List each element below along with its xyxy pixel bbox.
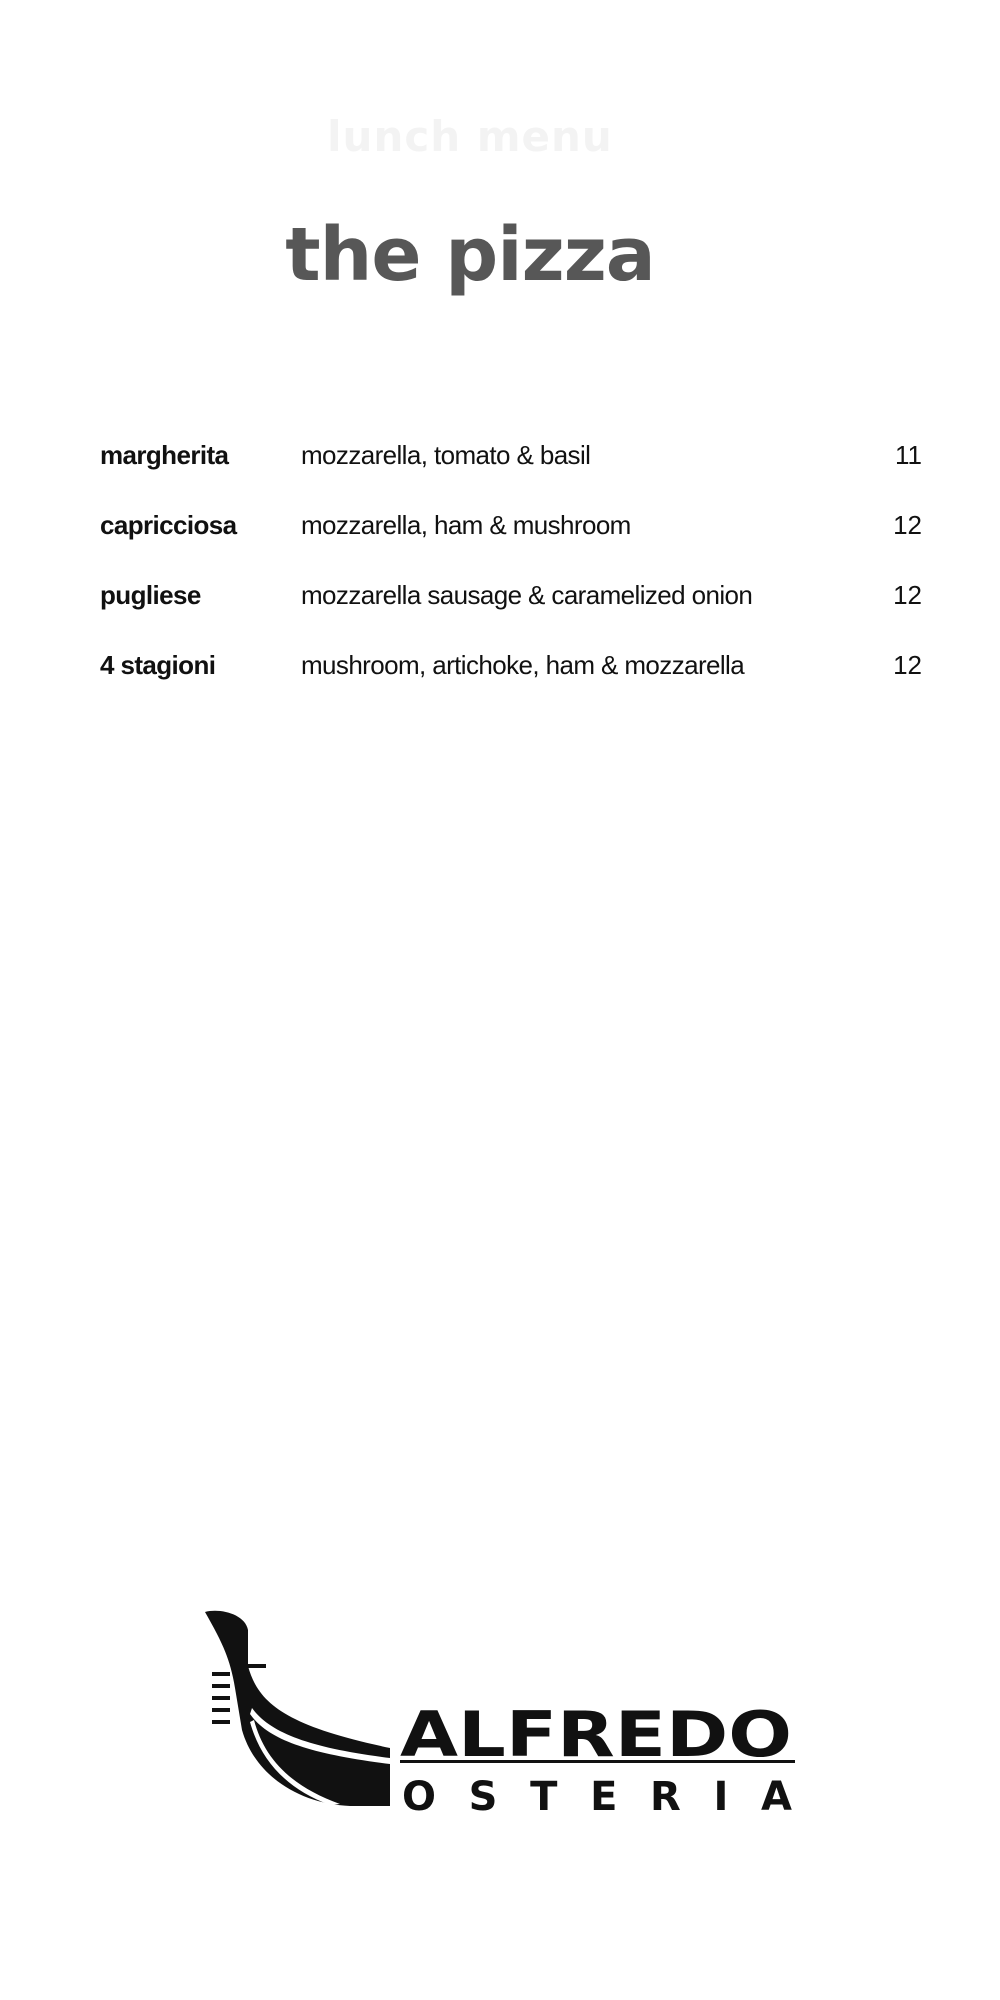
restaurant-logo xyxy=(200,1608,800,1818)
menu-item xyxy=(100,432,922,502)
menu-item xyxy=(100,572,922,642)
item-description: mushroom, artichoke, ham & mozzarella xyxy=(301,650,745,680)
logo-line1: ALFREDO xyxy=(400,1698,792,1771)
menu-subheading: lunch menu xyxy=(327,112,613,161)
item-price: 11 xyxy=(895,440,922,470)
menu-item xyxy=(100,502,922,572)
item-name: 4 stagioni xyxy=(100,650,216,680)
page-title: the pizza xyxy=(285,212,655,298)
item-name: margherita xyxy=(100,440,229,470)
item-price: 12 xyxy=(893,510,922,540)
item-price: 12 xyxy=(893,650,922,680)
item-description: mozzarella sausage & caramelized onion xyxy=(301,580,753,610)
item-description: mozzarella, tomato & basil xyxy=(301,440,591,470)
logo-line2: OSTERIA xyxy=(402,1774,792,1818)
item-name: capricciosa xyxy=(100,510,237,540)
item-price: 12 xyxy=(893,580,922,610)
item-description: mozzarella, ham & mushroom xyxy=(301,510,631,540)
menu-item xyxy=(100,642,922,712)
menu-list xyxy=(100,432,922,712)
item-name: pugliese xyxy=(100,580,201,610)
